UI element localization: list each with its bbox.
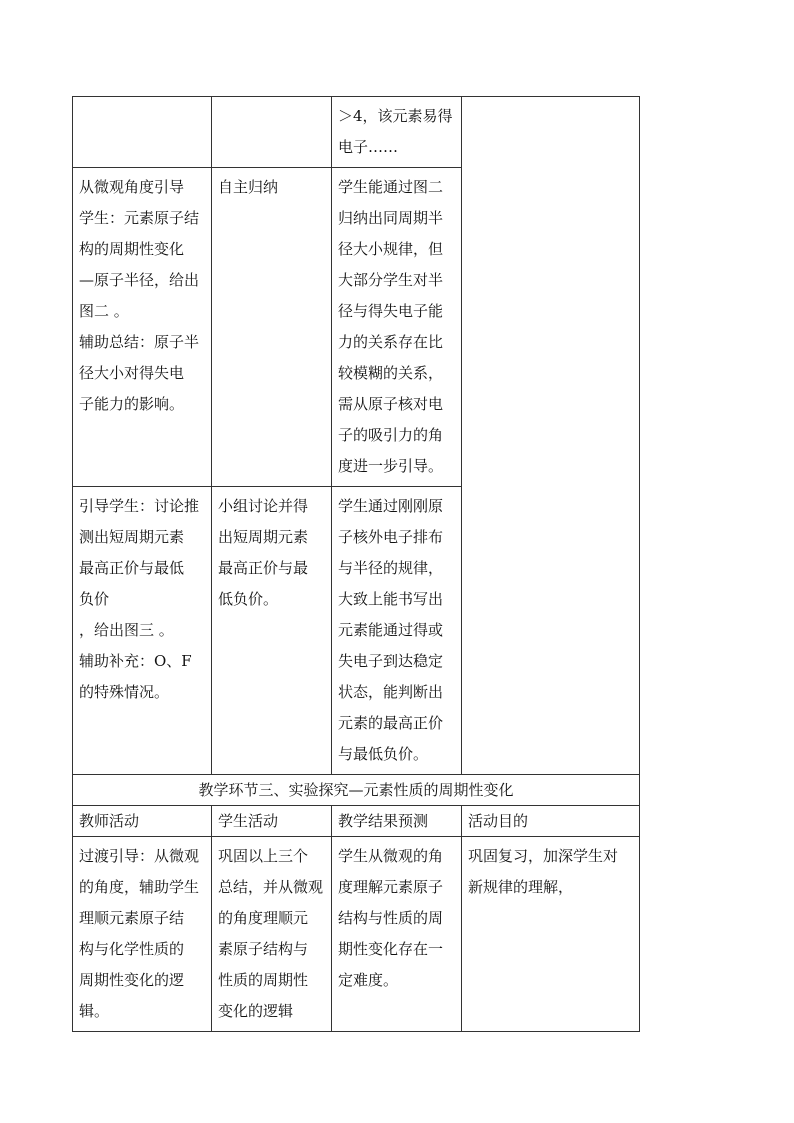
student-activity-cell: 巩固以上三个 总结，并从微观 的角度理顺元 素原子结构与 性质的周期性 变化的逻辑 xyxy=(212,837,332,1032)
header-expected-result: 教学结果预测 xyxy=(332,806,462,837)
student-activity-cell xyxy=(212,97,332,168)
header-activity-purpose: 活动目的 xyxy=(462,806,640,837)
activity-purpose-cell xyxy=(462,97,640,775)
activity-purpose-cell: 巩固复习，加深学生对 新规律的理解， xyxy=(462,837,640,1032)
expected-result-cell: 学生能通过图二 归纳出同周期半 径大小规律，但 大部分学生对半 径与得失电子能 力的关系存在比 较模糊的关系， 需从原子核对电 子的吸引力的角 度进一步引导。 xyxy=(332,168,462,487)
lesson-plan-table xyxy=(72,96,640,1032)
teacher-activity-cell: 引导学生：讨论推 测出短周期元素 最高正价与最低 负价 ，给出图三 。 辅助补充：O、F 的特殊情况。 xyxy=(73,487,212,775)
teacher-activity-cell: 从微观角度引导 学生：元素原子结 构的周期性变化 —原子半径，给出 图二 。 辅助总结：原子半 径大小对得失电 子能力的影响。 xyxy=(73,168,212,487)
teacher-activity-cell xyxy=(73,97,212,168)
table-row xyxy=(73,97,640,168)
section-row xyxy=(73,775,640,806)
section-title: 教学环节三、实验探究—元素性质的周期性变化 xyxy=(73,775,640,806)
student-activity-cell: 自主归纳 xyxy=(212,168,332,487)
student-activity-cell: 小组讨论并得 出短周期元素 最高正价与最 低负价。 xyxy=(212,487,332,775)
header-student-activity: 学生活动 xyxy=(212,806,332,837)
expected-result-cell: ＞4，该元素易得 电子…… xyxy=(332,97,462,168)
expected-result-cell: 学生通过刚刚原 子核外电子排布 与半径的规律， 大致上能书写出 元素能通过得或 失电子到达稳定 状态，能判断出 元素的最高正价 与最低负价。 xyxy=(332,487,462,775)
teacher-activity-cell: 过渡引导：从微观 的角度，辅助学生 理顺元素原子结 构与化学性质的 周期性变化的逻 辑。 xyxy=(73,837,212,1032)
table-row xyxy=(73,837,640,1032)
expected-result-cell: 学生从微观的角 度理解元素原子 结构与性质的周 期性变化存在一 定难度。 xyxy=(332,837,462,1032)
header-teacher-activity: 教师活动 xyxy=(73,806,212,837)
header-row xyxy=(73,806,640,837)
